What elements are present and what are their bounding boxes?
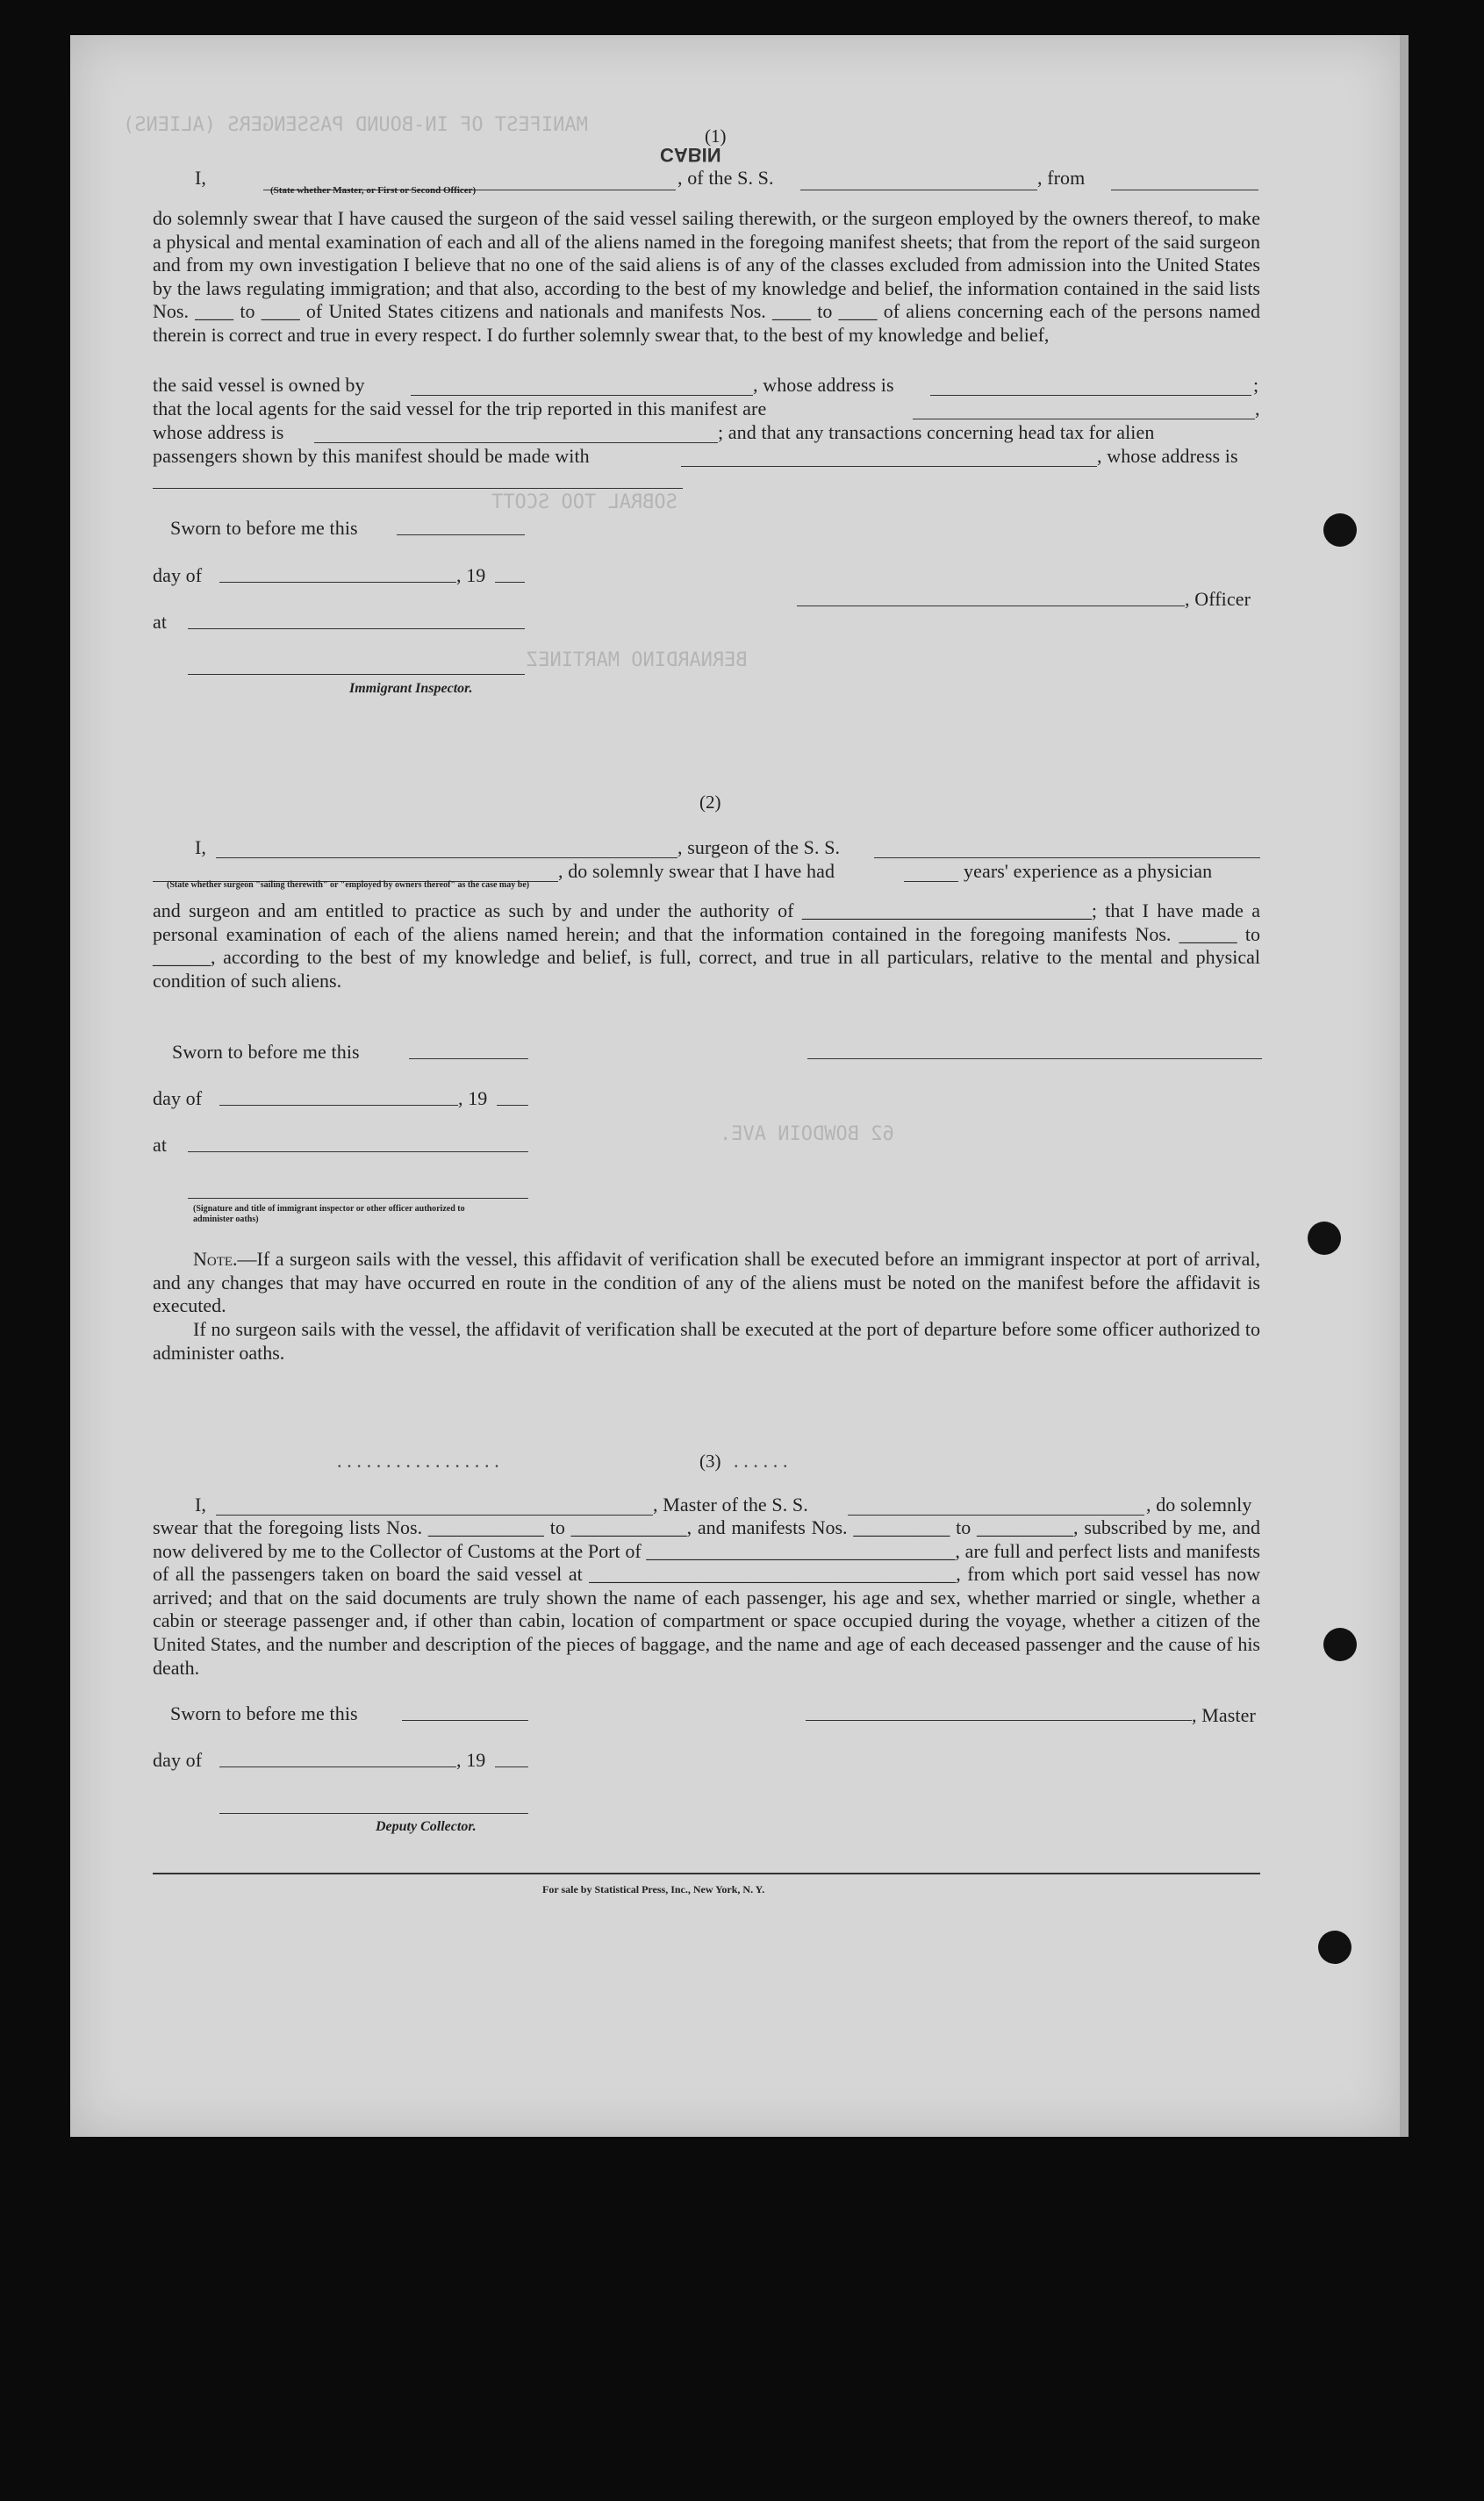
s1-head-tax-blank[interactable] [681,466,1097,467]
s1-officer: , Officer [1185,588,1251,610]
s2-swear: , do solemnly swear that I have had [558,860,835,882]
s2-i: I, [195,836,207,858]
s3-dots-2: . . . . . . [734,1450,788,1472]
s2-note-text: —If a surgeon sails with the vessel, this affidavit of verification shall be executed before an immigrant inspector at port of arrival, and any changes that may have occurred en route in the condition of any of the aliens must be noted on the manifest before the affidavit is executed. [153,1248,1260,1317]
s1-day-blank[interactable] [219,582,456,583]
s1-year-blank[interactable] [495,582,525,583]
s1-comma: , [1255,398,1260,419]
s1-passengers: passengers shown by this manifest should be made with [153,445,590,467]
section-2-number: (2) [699,792,721,813]
s1-at-blank[interactable] [188,628,525,629]
s1-owner-address-blank[interactable] [930,395,1251,396]
footer-imprint: For sale by Statistical Press, Inc., New York, N. Y. [542,1883,765,1895]
s3-sworn: Sworn to before me this [170,1702,358,1724]
punch-hole [1308,1222,1341,1255]
s3-i: I, [195,1494,207,1516]
s2-years: years' experience as a physician [964,860,1213,882]
s1-inspector: Immigrant Inspector. [349,681,473,696]
s2-caption: (State whether surgeon "sailing therewith" or "employed by owners thereof" as the case may be) [167,880,530,890]
s1-whose-address-3: , whose address is [1097,445,1238,467]
s3-body: swear that the foregoing lists Nos. ____________ to ____________, and manifests Nos. __________ to __________, subscribed by me, and now delivered by me to the Collector of Customs at the Port of ________________________________, are full and perfect lists and manifests of all the passengers taken on board the said vessel at ______________________________________, from which port said vessel has now arrived; and that on the said documents are truly shown the name of each passenger, his age and sex, whether married or single, whether a cabin or steerage passenger and, if other than cabin, location of compartment or space occupied during the voyage, whether a citizen of the United States, and the number and description of the pieces of baggage, and the name and age of each deceased passenger and the cause of his death. [153,1516,1260,1679]
s1-of-ss: , of the S. S. [677,167,774,189]
s2-surgeon-sig-blank[interactable] [807,1058,1262,1059]
s1-i: I, [195,167,207,189]
s3-day-blank[interactable] [219,1766,456,1767]
s3-master-sig-blank[interactable] [806,1720,1192,1721]
s3-do-solemnly: , do solemnly [1146,1494,1252,1516]
s1-whose-address-2: whose address is [153,421,284,443]
bleed-through: BERNARDINO MARTINEZ [527,649,748,671]
s2-years-blank[interactable] [904,881,958,882]
s2-day-of: day of [153,1087,203,1109]
s1-nineteen: , 19 [456,564,486,586]
s3-master: , Master [1192,1704,1256,1726]
bleed-through: MANIFEST OF IN-BOUND PASSENGERS (ALIENS) [123,114,588,136]
s1-semicolon: ; [1253,374,1259,396]
s2-note [153,1248,1260,1318]
s2-at: at [153,1134,168,1156]
s3-nineteen: , 19 [456,1749,486,1771]
s1-sworn-blank[interactable] [397,534,525,535]
s2-day-blank[interactable] [219,1105,458,1106]
section-1-number: (1) [705,125,727,147]
s2-sworn-blank[interactable] [409,1058,528,1059]
s1-owned-by: the said vessel is owned by [153,374,365,396]
s3-dots: . . . . . . . . . . . . . . . . . [337,1450,499,1472]
cabin-stamp: CABIN [660,144,721,166]
s1-agent-address-blank[interactable] [314,442,718,443]
s2-note-label: Note. [193,1248,238,1270]
punch-hole [1323,513,1357,547]
s1-officer-caption: (State whether Master, or First or Second Officer) [270,185,477,196]
s1-at: at [153,611,168,633]
s1-body: do solemnly swear that I have caused the surgeon of the said vessel sailing therewith, or the surgeon employed by the owners thereof, to make a physical and mental examination of each and all of the aliens named in the foregoing manifest sheets; that from the report of the said surgeon and from my own investigation I believe that no one of the said aliens is of any of the classes excluded from admission into the United States by the laws regulating immigration; and that also, according to the best of my knowledge and belief, the information contained in the said lists Nos. ____ to ____ of United States citizens and nationals and manifests Nos. ____ to ____ of aliens concerning each of the persons named therein is correct and true in every respect. I do further solemnly swear that, to the best of my knowledge and belief, [153,207,1260,346]
s1-from: , from [1037,167,1086,189]
s2-nineteen: , 19 [458,1087,488,1109]
s3-deputy-sig-blank[interactable] [219,1813,528,1814]
s2-sig-caption: (Signature and title of immigrant inspector or other officer authorized to administer oaths) [193,1204,465,1224]
s3-year-blank[interactable] [495,1766,528,1767]
s3-day-of: day of [153,1749,203,1771]
s1-whose-address: , whose address is [753,374,894,396]
section-3-number: (3) [699,1451,721,1472]
s3-deputy: Deputy Collector. [376,1819,477,1834]
form-page [70,35,1400,2137]
s1-rule [153,488,683,489]
s1-inspector-sig-blank[interactable] [188,674,525,675]
s2-surgeon-name-blank[interactable] [216,857,677,858]
footer-rule [153,1873,1260,1874]
s3-master-name-blank[interactable] [216,1515,653,1516]
s2-body: and surgeon and am entitled to practice as such by and under the authority of ______________________________; that I have made a personal examination of each of the aliens named herein; and that the information contained in the foregoing manifests Nos. ______ to ______, according to the best of my knowledge and belief, is full, correct, and true in all particulars, relative to the mental and physical condition of such aliens. [153,899,1260,992]
bleed-through: SOBRAL TOO SCOTT [491,491,677,513]
s2-surgeon-of: , surgeon of the S. S. [677,836,841,858]
page-edge [1400,35,1409,2137]
s1-head-tax: ; and that any transactions concerning head tax for alien [718,421,1155,443]
s2-year-blank[interactable] [497,1105,528,1106]
s2-sworn: Sworn to before me this [172,1041,360,1063]
s1-sworn: Sworn to before me this [170,517,358,539]
s1-owner-blank[interactable] [411,395,753,396]
s2-ship-blank[interactable] [874,857,1260,858]
s1-day-of: day of [153,564,203,586]
s2-inspector-sig-blank[interactable] [188,1198,528,1199]
s1-agents: that the local agents for the said vessel for the trip reported in this manifest are [153,398,767,419]
bleed-through: 62 BOWDOIN AVE. [720,1123,894,1145]
punch-hole [1318,1931,1351,1964]
s2-note-2: If no surgeon sails with the vessel, the affidavit of verification shall be executed at the port of departure before some officer authorized to administer oaths. [153,1318,1260,1364]
s3-sworn-blank[interactable] [402,1720,528,1721]
s3-master-of: , Master of the S. S. [653,1494,808,1516]
s3-ship-blank[interactable] [848,1515,1144,1516]
s2-at-blank[interactable] [188,1151,528,1152]
punch-hole [1323,1628,1357,1661]
